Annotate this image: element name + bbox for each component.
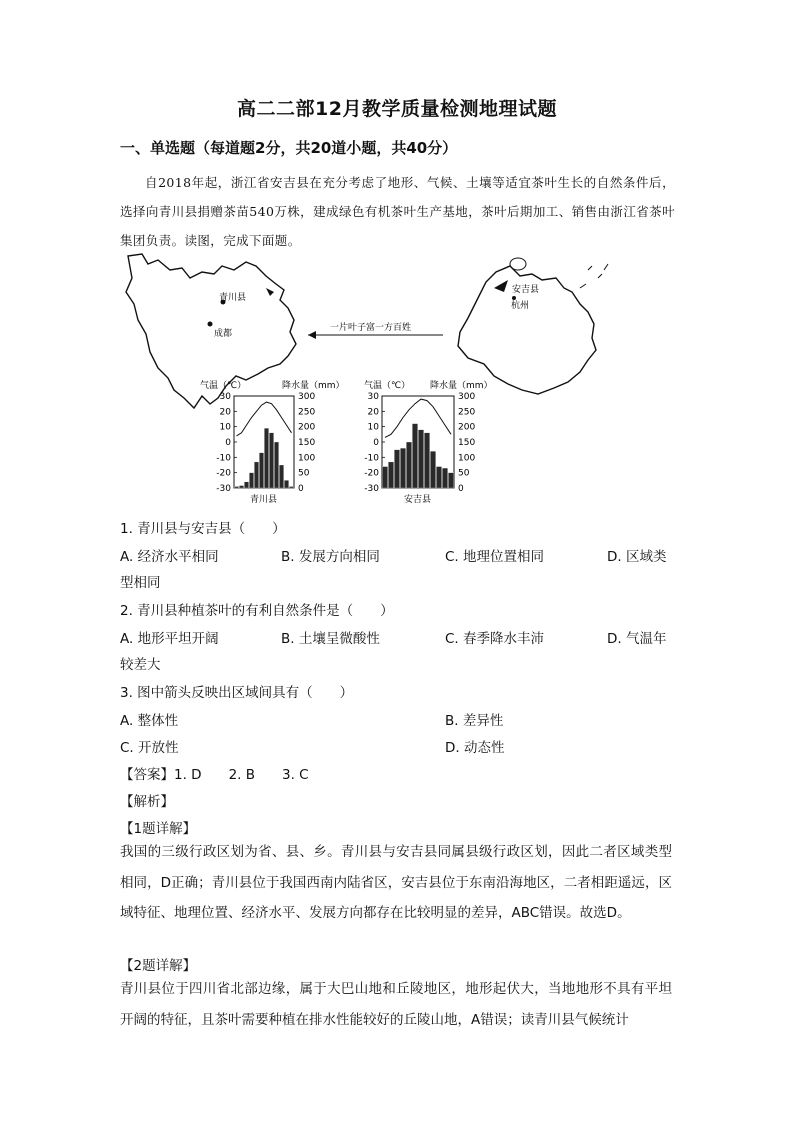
- q2-option-d: D. 气温年: [607, 631, 667, 647]
- qingchuan-precip-tick: 150: [298, 438, 316, 448]
- anji-precip-bar: [430, 451, 435, 488]
- qingchuan-precip-tick: 0: [298, 484, 304, 494]
- hangzhou-map-label: 杭州: [511, 301, 530, 311]
- section-heading: 一、单选题（每道题2分，共20道小题，共40分）: [120, 139, 458, 157]
- chengdu-map-label: 成都: [214, 329, 233, 339]
- q2-option-d-wrap: 较差大: [120, 657, 161, 673]
- qingchuan-precip-tick: 300: [298, 392, 316, 402]
- q1-option-a: A. 经济水平相同: [120, 549, 219, 565]
- q3-option-d: D. 动态性: [445, 740, 505, 756]
- q1-option-c: C. 地理位置相同: [445, 549, 545, 565]
- qingchuan-temp-tick: 0: [225, 438, 231, 448]
- qingchuan-precip-tick: 200: [298, 422, 316, 433]
- qingchuan-precip-bar: [239, 486, 243, 488]
- qingchuan-precip-tick: 250: [298, 407, 316, 418]
- anji-precip-tick: 200: [458, 422, 476, 433]
- question-2-stem: 2. 青川县种植茶叶的有利自然条件是（ ）: [120, 603, 394, 619]
- right-precip-axis-label: 降水量（mm）: [430, 381, 493, 391]
- qingchuan-temp-tick: 30: [219, 392, 231, 402]
- qingchuan-precip-tick: 100: [298, 453, 316, 464]
- anji-precip-bar: [448, 473, 453, 488]
- qingchuan-climate-chart: [200, 379, 345, 505]
- qingchuan-precip-bar: [264, 428, 268, 488]
- qingchuan-temp-tick: 20: [219, 407, 231, 418]
- anji-precip-bar: [442, 468, 447, 488]
- anji-precip-bar: [412, 424, 417, 488]
- anji-precip-bar: [388, 462, 393, 488]
- intro-paragraph: 自2018年起，浙江省安吉县在充分考虑了地形、气候、土壤等适宜茶叶生长的自然条件后，选择向青川县捐赠茶苗540万株，建成绿色有机茶叶生产基地，茶叶后期加工、销售由浙江省茶叶集团负责。读图，完成下面题。: [120, 175, 675, 248]
- anji-precip-bar: [394, 450, 399, 488]
- page-title: 高二二部12月教学质量检测地理试题: [237, 98, 557, 120]
- q3-option-a: A. 整体性: [120, 713, 179, 729]
- anji-temp-tick: 20: [367, 407, 379, 418]
- q2-option-c: C. 春季降水丰沛: [445, 631, 545, 647]
- anji-temp-tick: -20: [364, 468, 379, 479]
- anji-temp-tick: -30: [364, 484, 379, 494]
- qingchuan-precip-bar: [274, 442, 278, 488]
- left-temp-axis-label: 气温（℃）: [200, 381, 247, 391]
- question-1-stem: 1. 青川县与安吉县（ ）: [120, 521, 286, 537]
- left-chart-title: 青川县: [250, 495, 278, 505]
- anji-temp-tick: -10: [364, 453, 379, 464]
- anji-temp-tick: 10: [367, 422, 379, 433]
- anji-precip-tick: 50: [458, 468, 470, 479]
- right-chart-title: 安吉县: [404, 495, 432, 505]
- qingchuan-temp-tick: 10: [219, 422, 231, 433]
- qingchuan-precip-bar: [284, 480, 288, 488]
- anji-precip-bar: [400, 448, 405, 488]
- anji-precip-bar: [436, 467, 441, 488]
- qingchuan-precip-bar: [289, 486, 293, 488]
- qingchuan-precip-bar: [244, 482, 248, 488]
- qingchuan-map-label: 青川县: [219, 293, 247, 303]
- anji-precip-tick: 150: [458, 438, 476, 448]
- left-precip-axis-label: 降水量（mm）: [282, 381, 345, 391]
- analysis-heading: 【解析】: [120, 794, 174, 810]
- anji-temp-tick: 30: [367, 392, 379, 402]
- qingchuan-precip-bar: [279, 465, 283, 488]
- anji-precip-bar: [382, 467, 387, 488]
- qingchuan-temp-line: [237, 402, 292, 436]
- q1-option-d-wrap: 型相同: [120, 575, 161, 591]
- q2-option-a: A. 地形平坦开阔: [120, 631, 219, 647]
- qingchuan-precip-bar: [249, 473, 253, 488]
- q3-option-b: B. 差异性: [445, 713, 504, 729]
- qingchuan-precip-tick: 50: [298, 468, 310, 479]
- right-temp-axis-label: 气温（℃）: [364, 381, 411, 391]
- anji-climate-chart: [364, 379, 493, 505]
- anji-temp-tick: 0: [373, 438, 379, 448]
- detail-1-heading: 【1题详解】: [120, 821, 197, 837]
- arrow-caption: 一片叶子富一方百姓: [330, 323, 412, 333]
- qingchuan-precip-bar: [234, 486, 238, 488]
- detail-1-text: 我国的三级行政区划为省、县、乡。青川县与安吉县同属县级行政区划，因此二者区域类型相同，D正确；青川县位于我国西南内陆省区，安吉县位于东南沿海地区，二者相距遥远，区域特征、地理位置、经济水平、发展方向都存在比较明显的差异，ABC错误。故选D。: [120, 844, 672, 921]
- q1-option-d: D. 区域类: [607, 549, 667, 565]
- detail-2-text: 青川县位于四川省北部边缘，属于大巴山地和丘陵地区，地形起伏大，当地地形不具有平坦开阔的特征，且茶叶需要种植在排水性能较好的丘陵山地，A错误；读青川县气候统计: [120, 981, 672, 1028]
- anji-precip-bar: [418, 430, 423, 488]
- qingchuan-precip-bar: [254, 462, 258, 488]
- q1-option-b: B. 发展方向相同: [281, 549, 380, 565]
- figure-maps-climate: [118, 248, 618, 510]
- anji-precip-tick: 0: [458, 484, 464, 494]
- qingchuan-precip-bar: [259, 453, 263, 488]
- anji-precip-tick: 300: [458, 392, 476, 402]
- qingchuan-temp-tick: -10: [216, 453, 231, 464]
- qingchuan-precip-bar: [269, 433, 273, 488]
- anji-precip-tick: 100: [458, 453, 476, 464]
- anji-precip-tick: 250: [458, 407, 476, 418]
- anji-map-label: 安吉县: [512, 285, 540, 295]
- qingchuan-temp-tick: -30: [216, 484, 231, 494]
- anji-precip-bar: [406, 442, 411, 488]
- answer-line: 【答案】1. D 2. B 3. C: [120, 767, 309, 783]
- anji-precip-bar: [424, 433, 429, 488]
- qingchuan-temp-tick: -20: [216, 468, 231, 479]
- question-3-stem: 3. 图中箭头反映出区域间具有（ ）: [120, 685, 354, 701]
- q2-option-b: B. 土壤呈微酸性: [281, 631, 380, 647]
- detail-2-heading: 【2题详解】: [120, 958, 197, 974]
- anji-temp-line: [385, 399, 451, 437]
- q3-option-c: C. 开放性: [120, 740, 179, 756]
